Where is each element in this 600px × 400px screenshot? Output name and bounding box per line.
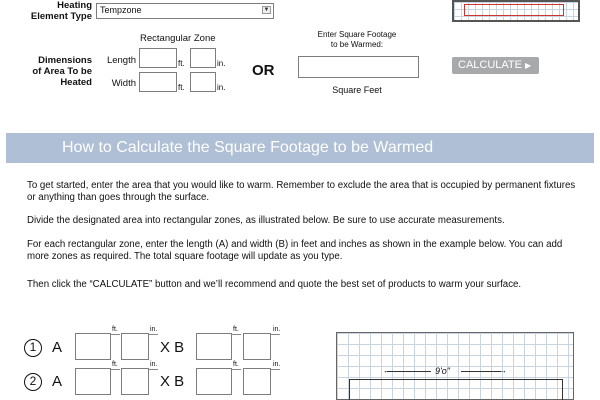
instruction-paragraph-2: Divide the designated area into rectangular zones, as illustrated below. Be sure to use accurate measurements. [27,215,505,226]
zone-1-a-label: A [52,339,63,356]
zone-2-xb-label: X B [160,373,185,390]
zone-1-b-inches-input[interactable] [243,333,271,360]
diagram-arrow-right [461,371,501,372]
zone-1-xb-label: X B [160,339,185,356]
zone-number-1: 1 [24,339,42,357]
zone-2-b-feet-input[interactable] [196,368,232,395]
zone-2-b-inches-input[interactable] [243,368,271,395]
length-in-unit: in. [217,59,226,68]
floor-plan-thumbnail [452,0,580,22]
banner-title: How to Calculate the Square Footage to be Warmed [62,139,434,156]
zone-2-a-inches-input[interactable] [121,368,149,395]
length-label: Length [106,55,136,66]
zone-2-a-ft-unit: ft. [112,361,118,368]
instruction-paragraph-1: To get started, enter the area that you would like to warm. Remember to exclude the area that is occupied by permanent fixtures or anything than goes through the surface. [27,180,576,203]
instruction-paragraph-3: For each rectangular zone, enter the length (A) and width (B) in feet and inches as shown in the example below. You can add more zones as required. The total square footage will update as you type. [27,239,563,262]
width-label: Width [111,78,136,89]
zone-2-a-in-underline [149,369,158,370]
zone-example-diagram [336,332,574,400]
zone-number-2: 2 [24,373,42,391]
heating-element-value: Tempzone [100,5,142,15]
square-footage-input[interactable] [298,56,419,78]
heating-element-select[interactable] [96,3,274,19]
zone-1-a-ft-unit: ft. [112,326,118,333]
zone-1-a-in-unit: in. [150,326,158,333]
zone-2-a-ft-underline [111,369,120,370]
rectangular-zone-title: Rectangular Zone [140,33,216,44]
dimensions-label: Dimensions of Area To be Heated [32,55,92,88]
instruction-paragraph-4: Then click the “CALCULATE” button and we’ll recommend and quote the best set of products to warm your surface. [27,279,522,290]
diagram-zone-outline [349,379,563,400]
length-feet-input[interactable] [139,48,177,68]
section-banner [6,133,594,163]
zone-2-a-label: A [52,373,63,390]
zone-1-a-inches-input[interactable] [121,333,149,360]
zone-1-b-in-underline [271,334,280,335]
zone-1-b-feet-input[interactable] [196,333,232,360]
chevron-down-icon[interactable]: ▼ [263,7,270,13]
diagram-dimension: 9'o" [435,366,450,376]
width-feet-input[interactable] [139,72,177,92]
zone-1-b-ft-unit: ft. [233,326,239,333]
triangle-right-icon: ▶ [524,61,532,70]
zone-1-b-ft-underline [232,334,241,335]
square-feet-label: Square Feet [332,85,382,95]
zone-1-a-feet-input[interactable] [75,333,111,360]
square-footage-label: Enter Square Footage to be Warmed: [317,30,397,49]
zone-1-b-in-unit: in. [273,326,281,333]
zone-1-a-in-underline [149,334,158,335]
zone-2-b-in-unit: in. [273,361,281,368]
zone-2-b-ft-unit: ft. [233,361,239,368]
length-ft-unit: ft. [178,59,185,68]
width-ft-unit: ft. [178,83,185,92]
zone-2-b-ft-underline [232,369,241,370]
or-separator: OR [252,62,275,79]
heating-label: Heating Element Type [30,0,92,22]
zone-2-a-feet-input[interactable] [75,368,111,395]
length-inches-input[interactable] [190,48,216,68]
calculate-button-label: CALCULATE [458,59,522,71]
zone-2-b-in-underline [271,369,280,370]
thumbnail-zone-outline [464,4,564,16]
zone-1-a-ft-underline [111,334,120,335]
arrow-right-icon: → [499,366,507,375]
calculate-button[interactable] [452,57,539,74]
width-inches-input[interactable] [190,72,216,92]
diagram-arrow-left [387,371,431,372]
zone-2-a-in-unit: in. [150,361,158,368]
double-arrow-icon: ← [383,366,391,375]
width-in-unit: in. [217,83,226,92]
